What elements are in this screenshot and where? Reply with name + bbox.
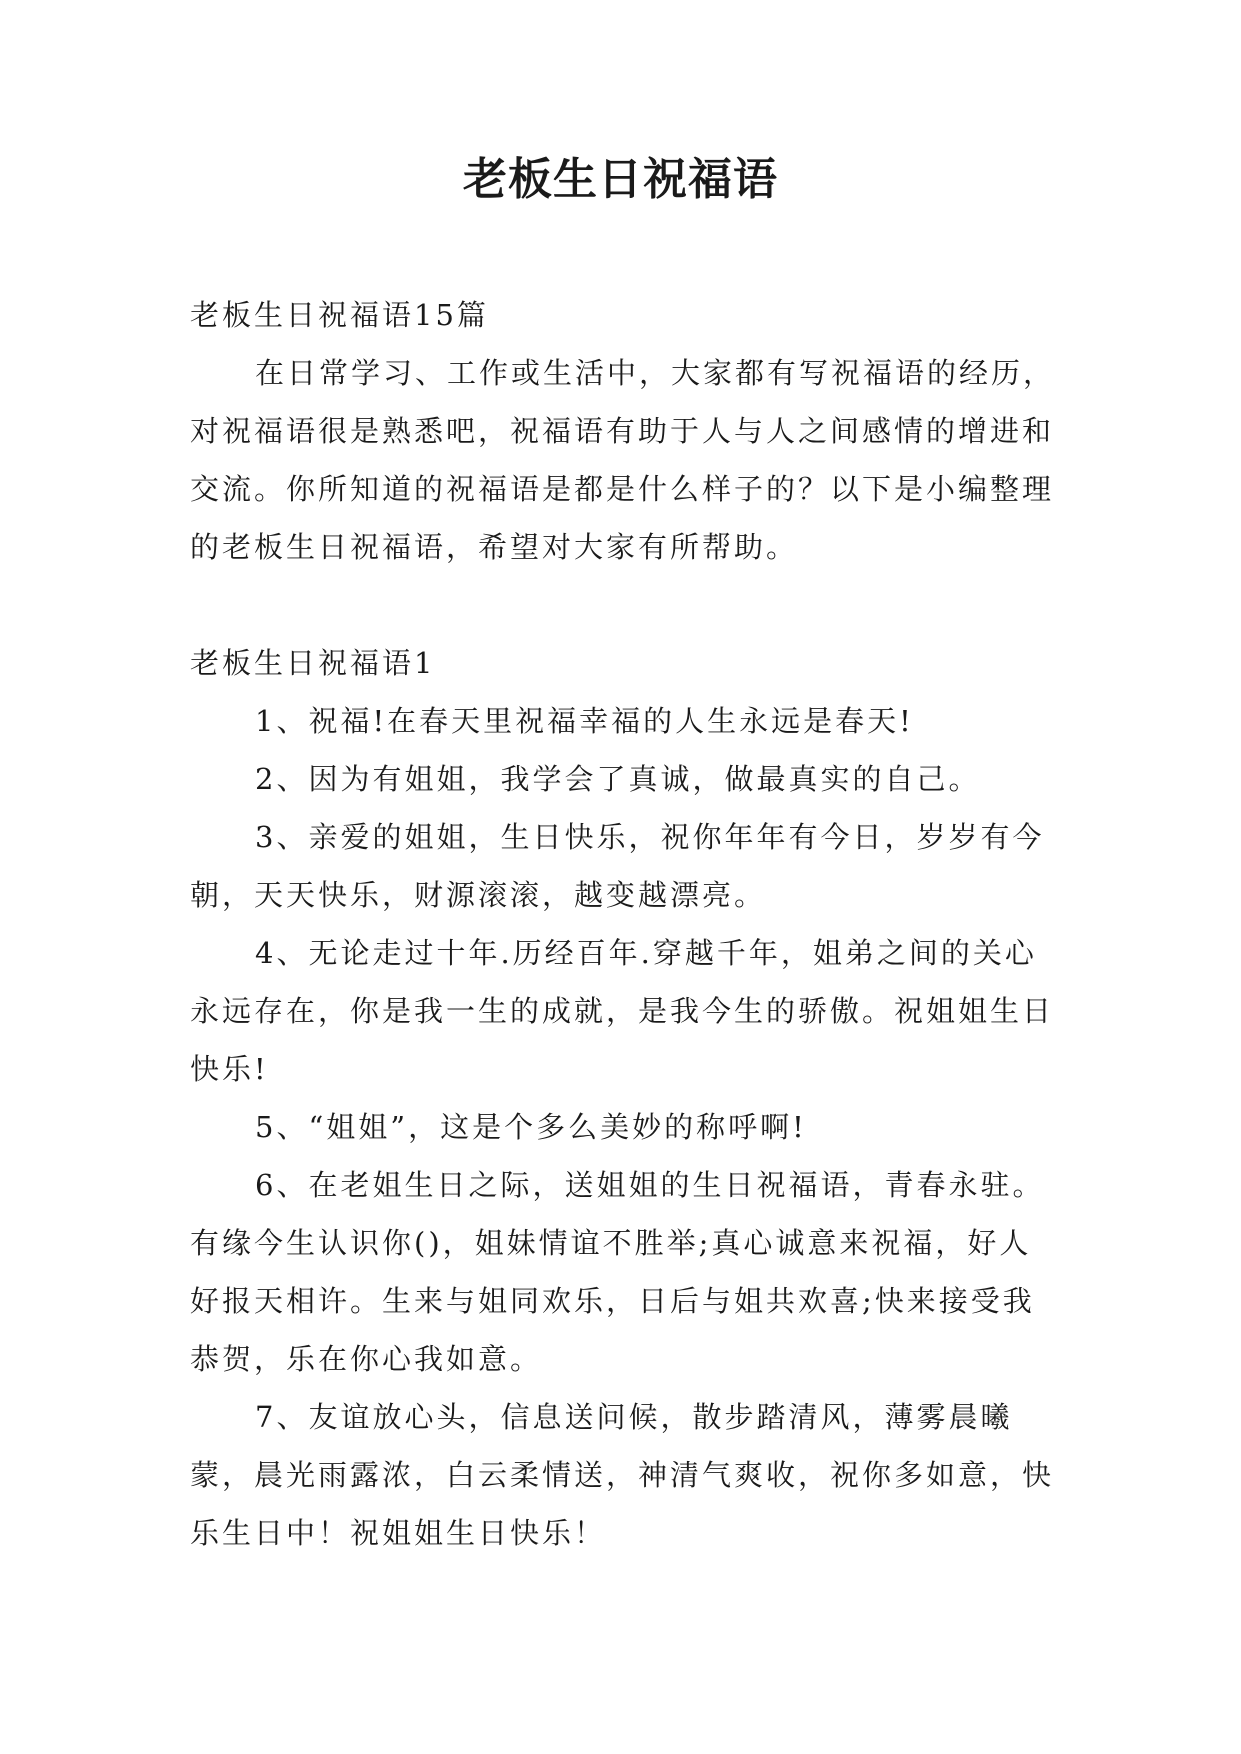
subtitle: 老板生日祝福语15篇	[190, 298, 489, 332]
list-item: 4、无论走过十年.历经百年.穿越千年，姐弟之间的关心永远存在，你是我一生的成就，是我今生的骄傲。祝姐姐生日快乐!	[190, 936, 1055, 1086]
intro-paragraph: 在日常学习、工作或生活中，大家都有写祝福语的经历，对祝福语很是熟悉吧，祝福语有助于人与人之间感情的增进和交流。你所知道的祝福语是都是什么样子的？以下是小编整理的老板生日祝福语，希望对大家有所帮助。	[190, 356, 1056, 564]
document-body	[190, 286, 1060, 1562]
list-item: 2、因为有姐姐，我学会了真诚，做最真实的自己。	[255, 762, 981, 796]
list-item: 3、亲爱的姐姐，生日快乐，祝你年年有今日，岁岁有今朝，天天快乐，财源滚滚，越变越漂亮。	[190, 820, 1045, 912]
list-item: 7、友谊放心头，信息送问候，散步踏清风，薄雾晨曦蒙，晨光雨露浓，白云柔情送，神清气爽收，祝你多如意，快乐生日中！祝姐姐生日快乐！	[190, 1400, 1055, 1550]
document-title: 老板生日祝福语	[463, 154, 778, 205]
list-item: 1、祝福!在春天里祝福幸福的人生永远是春天!	[255, 704, 914, 738]
list-item: 6、在老姐生日之际，送姐姐的生日祝福语，青春永驻。有缘今生认识你()，姐妹情谊不胜举;真心诚意来祝福，好人好报天相许。生来与姐同欢乐，日后与姐共欢喜;快来接受我恭贺，乐在你心我如意。	[190, 1168, 1045, 1376]
section-heading: 老板生日祝福语1	[190, 646, 436, 680]
list-item: 5、“姐姐”，这是个多么美妙的称呼啊!	[255, 1110, 807, 1144]
